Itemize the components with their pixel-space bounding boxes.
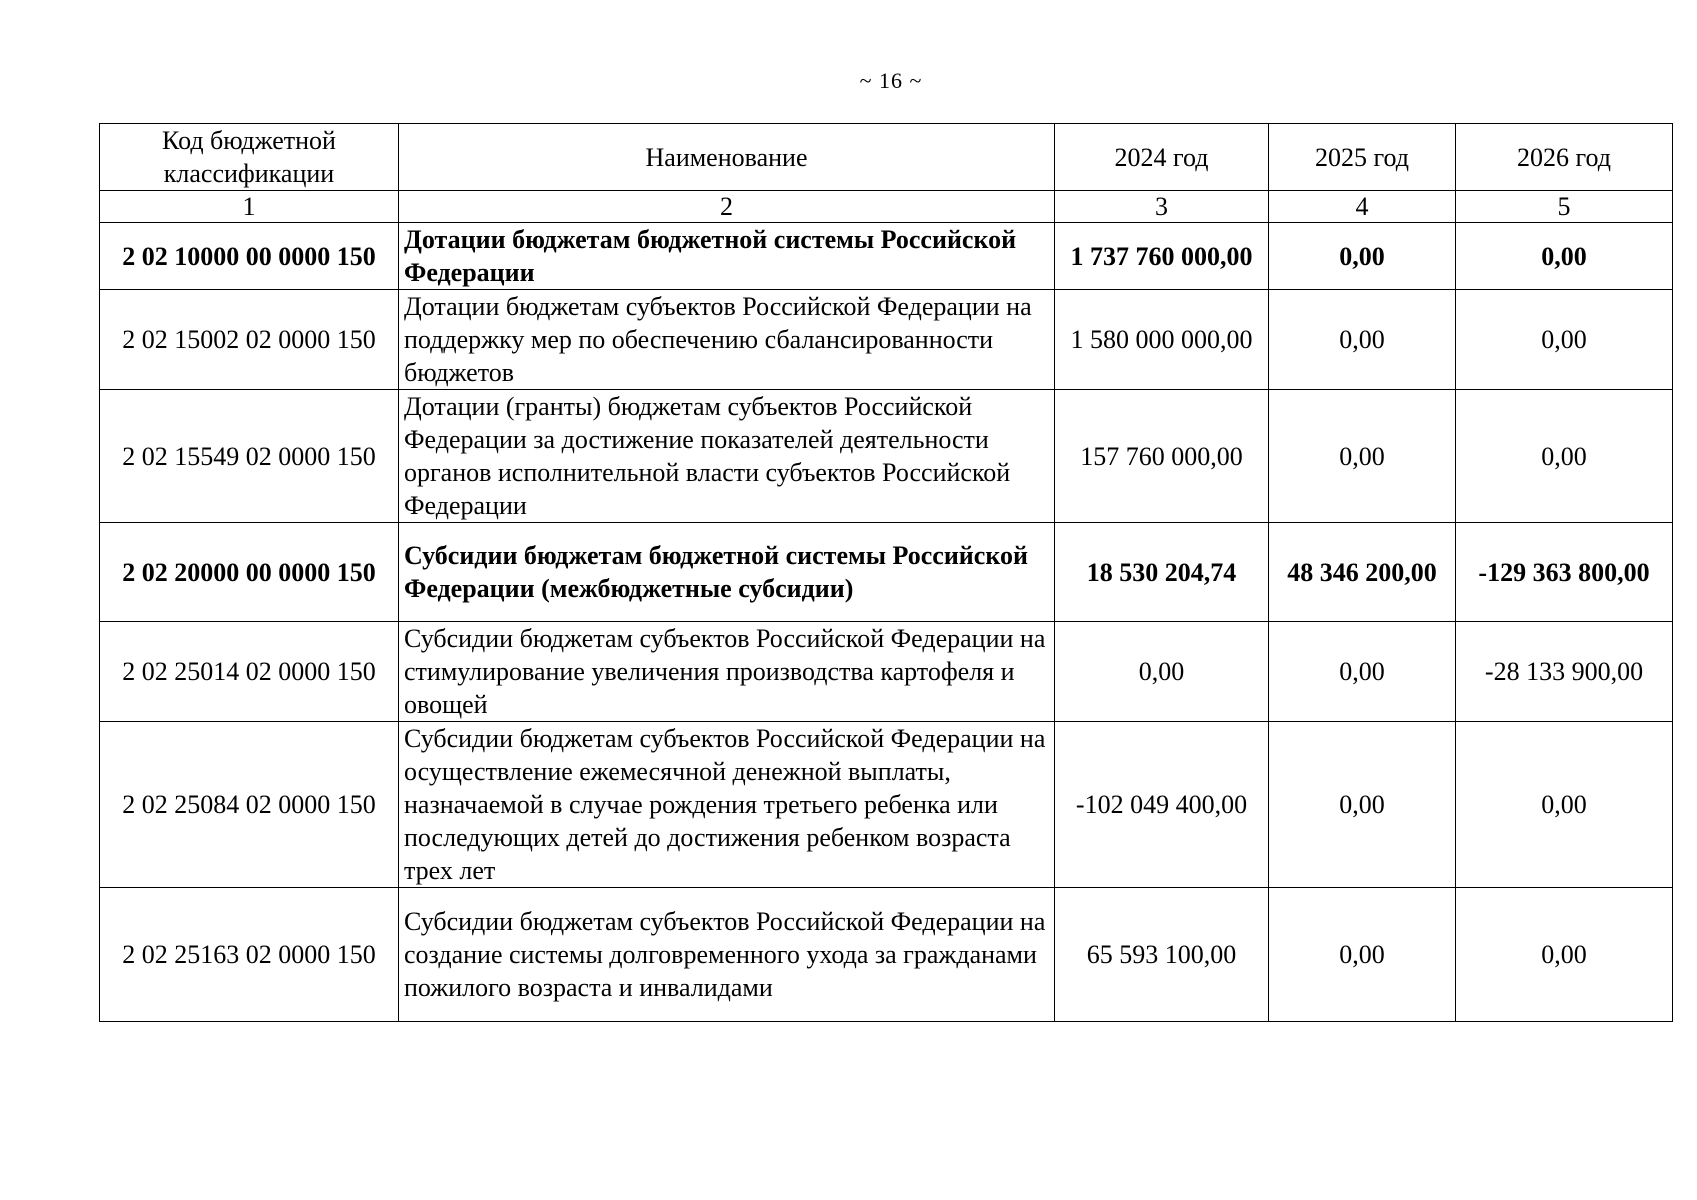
row-name: Субсидии бюджетам субъектов Российской Федерации на создание системы долговременного ухода за гражданами пожилого возраста и инвалидами — [399, 888, 1055, 1022]
header-name: Наименование — [399, 124, 1055, 191]
row-name: Субсидии бюджетам субъектов Российской Федерации на стимулирование увеличения производства картофеля и овощей — [399, 622, 1055, 722]
row-value-2026: 0,00 — [1456, 223, 1673, 290]
budget-table — [99, 123, 1673, 1022]
row-value-2025: 0,00 — [1269, 223, 1456, 290]
row-value-2026: -129 363 800,00 — [1456, 523, 1673, 622]
column-number: 2 — [399, 191, 1055, 223]
row-value-2025: 0,00 — [1269, 622, 1456, 722]
column-number: 3 — [1055, 191, 1269, 223]
column-number-row — [100, 191, 1673, 223]
row-value-2024: -102 049 400,00 — [1055, 722, 1269, 888]
table-row — [100, 888, 1673, 1022]
row-value-2024: 18 530 204,74 — [1055, 523, 1269, 622]
row-code: 2 02 25014 02 0000 150 — [100, 622, 399, 722]
header-2024: 2024 год — [1055, 124, 1269, 191]
row-value-2025: 48 346 200,00 — [1269, 523, 1456, 622]
row-name: Субсидии бюджетам субъектов Российской Федерации на осуществление ежемесячной денежной выплаты, назначаемой в случае рождения третьего ребенка или последующих детей до достижения ребенком возраста трех лет — [399, 722, 1055, 888]
header-2025: 2025 год — [1269, 124, 1456, 191]
row-name: Дотации бюджетам бюджетной системы Российской Федерации — [399, 223, 1055, 290]
row-value-2024: 65 593 100,00 — [1055, 888, 1269, 1022]
row-value-2024: 157 760 000,00 — [1055, 390, 1269, 523]
row-value-2024: 0,00 — [1055, 622, 1269, 722]
header-2026: 2026 год — [1456, 124, 1673, 191]
row-code: 2 02 25163 02 0000 150 — [100, 888, 399, 1022]
row-code: 2 02 20000 00 0000 150 — [100, 523, 399, 622]
row-code: 2 02 25084 02 0000 150 — [100, 722, 399, 888]
row-value-2025: 0,00 — [1269, 290, 1456, 390]
table-row — [100, 290, 1673, 390]
row-value-2026: -28 133 900,00 — [1456, 622, 1673, 722]
column-number: 4 — [1269, 191, 1456, 223]
table-row — [100, 223, 1673, 290]
row-code: 2 02 15549 02 0000 150 — [100, 390, 399, 523]
row-value-2025: 0,00 — [1269, 722, 1456, 888]
row-value-2026: 0,00 — [1456, 290, 1673, 390]
page-number: ~ 16 ~ — [859, 68, 923, 93]
row-code: 2 02 15002 02 0000 150 — [100, 290, 399, 390]
row-value-2025: 0,00 — [1269, 390, 1456, 523]
table-header-row — [100, 124, 1673, 191]
header-code: Код бюджетной классификации — [100, 124, 399, 191]
table-row — [100, 523, 1673, 622]
row-name: Дотации бюджетам субъектов Российской Федерации на поддержку мер по обеспечению сбалансированности бюджетов — [399, 290, 1055, 390]
table-row — [100, 622, 1673, 722]
row-value-2026: 0,00 — [1456, 390, 1673, 523]
table-row — [100, 722, 1673, 888]
row-name: Субсидии бюджетам бюджетной системы Российской Федерации (межбюджетные субсидии) — [399, 523, 1055, 622]
row-code: 2 02 10000 00 0000 150 — [100, 223, 399, 290]
column-number: 1 — [100, 191, 399, 223]
row-name: Дотации (гранты) бюджетам субъектов Российской Федерации за достижение показателей деятельности органов исполнительной власти субъектов Российской Федерации — [399, 390, 1055, 523]
row-value-2025: 0,00 — [1269, 888, 1456, 1022]
row-value-2026: 0,00 — [1456, 722, 1673, 888]
column-number: 5 — [1456, 191, 1673, 223]
row-value-2024: 1 737 760 000,00 — [1055, 223, 1269, 290]
row-value-2024: 1 580 000 000,00 — [1055, 290, 1269, 390]
table-row — [100, 390, 1673, 523]
row-value-2026: 0,00 — [1456, 888, 1673, 1022]
